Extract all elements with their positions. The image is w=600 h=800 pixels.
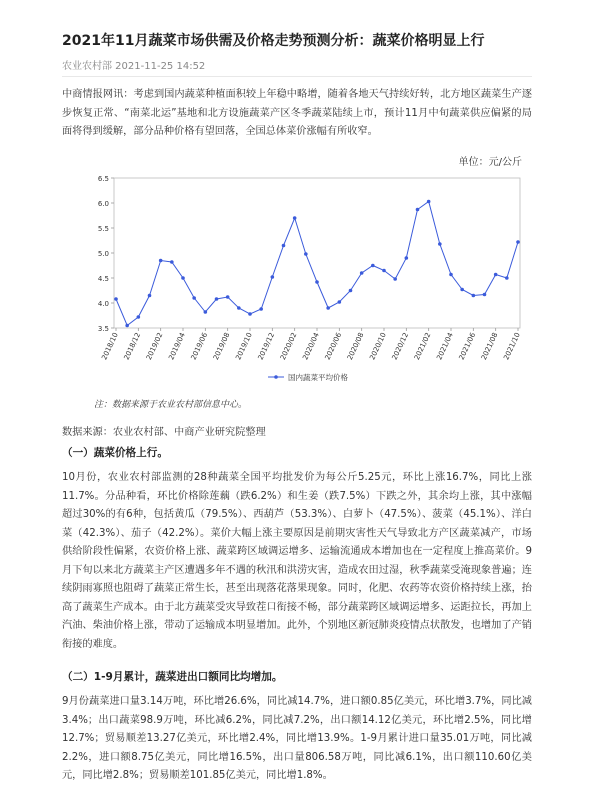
x-tick-label: 2018/10 bbox=[100, 331, 120, 362]
x-tick-label: 2020/10 bbox=[368, 331, 388, 362]
x-tick-label: 2021/04 bbox=[435, 331, 455, 362]
x-tick-label: 2021/08 bbox=[479, 331, 500, 362]
data-source: 数据来源：农业农村部、中商产业研究院整理 bbox=[62, 427, 266, 438]
data-point bbox=[427, 200, 431, 204]
data-point bbox=[505, 276, 509, 280]
data-point bbox=[248, 312, 252, 316]
data-point bbox=[282, 244, 286, 248]
data-point bbox=[438, 242, 442, 246]
article-title: 2021年11月蔬菜市场供需及价格走势预测分析：蔬菜价格明显上行 bbox=[62, 33, 485, 49]
y-tick-label: 5.5 bbox=[97, 225, 109, 233]
x-tick-label: 2020/08 bbox=[345, 331, 366, 362]
data-point bbox=[338, 300, 342, 304]
x-tick-label: 2019/02 bbox=[144, 331, 165, 362]
y-tick-label: 5.0 bbox=[97, 250, 109, 258]
data-point bbox=[148, 294, 152, 298]
chart-note: 注：数据来源于农业农村部信息中心。 bbox=[94, 400, 248, 410]
section1-body: 10月份，农业农村部监测的28种蔬菜全国平均批发价为每公斤5.25元，环比上涨16.7%，同比上涨11.7%。分品种看，环比价格除莲藕（跌6.2%）和生姜（跌7.5%）下跌之外，其余均上涨，其中涨幅超过30%的有6种，包括黄瓜（79.5%）、西葫芦（53.3%）、白萝卜（47.5%）、菠菜（45.1%）、洋白菜（42.3%）、茄子（42.2%）。菜价大幅上涨主要原因是前期灾害性天气导致北方产区蔬菜减产，市场供给阶段性偏紧，农资价格上涨、蔬菜跨区域调运增多、运输流通成本增加也在一定程度上推高菜价。9月下旬以来北方蔬菜主产区遭遇多年不遇的秋汛和洪涝灾害，造成农田过湿，秋季蔬菜受淹现象普遍；连续阴雨寡照也阻碍了蔬菜正常生长，甚至出现落花落果现象。同时，化肥、农药等农资价格持续上涨，抬高了蔬菜生产成本。由于北方蔬菜受灾导致茬口衔接不畅，部分蔬菜跨区域调运增多、运距拉长，再加上汽油、柴油价格上涨，带动了运输成本明显增加。此外，个别地区新冠肺炎疫情点状散发，也增加了产销衔接的难度。 bbox=[62, 472, 532, 650]
data-point bbox=[170, 260, 174, 264]
data-point bbox=[137, 315, 141, 319]
series-line bbox=[116, 202, 518, 326]
legend-label: 国内蔬菜平均价格 bbox=[288, 373, 348, 382]
x-tick-label: 2019/10 bbox=[234, 331, 254, 362]
x-tick-label: 2021/02 bbox=[412, 331, 433, 362]
data-point bbox=[349, 289, 353, 293]
data-point bbox=[192, 296, 196, 300]
data-point bbox=[360, 271, 364, 275]
data-point bbox=[326, 306, 330, 310]
data-point bbox=[204, 310, 208, 314]
data-point bbox=[460, 288, 464, 292]
data-point bbox=[125, 324, 129, 328]
data-point bbox=[382, 269, 386, 273]
data-point bbox=[271, 275, 275, 279]
data-point bbox=[405, 256, 409, 260]
data-point bbox=[494, 273, 498, 277]
header-divider bbox=[62, 76, 532, 77]
data-point bbox=[371, 264, 375, 268]
x-tick-label: 2019/12 bbox=[256, 331, 277, 362]
x-tick-label: 2020/02 bbox=[278, 331, 299, 362]
y-tick-label: 6.5 bbox=[97, 175, 109, 183]
x-tick-label: 2021/10 bbox=[502, 331, 522, 362]
x-tick-label: 2020/06 bbox=[323, 331, 344, 362]
data-point bbox=[114, 297, 118, 301]
x-tick-label: 2019/04 bbox=[167, 331, 187, 362]
data-point bbox=[237, 306, 241, 310]
data-point bbox=[516, 240, 520, 244]
legend-marker bbox=[274, 375, 278, 379]
data-point bbox=[293, 216, 297, 220]
x-tick-label: 2020/12 bbox=[390, 331, 411, 362]
section1-heading: （一）蔬菜价格上行。 bbox=[62, 447, 168, 459]
data-point bbox=[159, 259, 163, 263]
intro-paragraph: 中商情报网讯：考虑到国内蔬菜种植面积较上年稳中略增，随着各地天气持续好转，北方地区蔬菜生产逐步恢复正常、“南菜北运”基地和北方设施蔬菜产区冬季蔬菜陆续上市，预计11月中旬蔬菜供应偏紧的局面将得到缓解，部分品种价格有望回落，全国总体菜价涨幅有所收窄。 bbox=[62, 89, 532, 137]
chart-unit-label: 单位：元/公斤 bbox=[458, 157, 522, 168]
plot-area bbox=[114, 178, 520, 328]
section2-heading: （二）1-9月累计，蔬菜进出口额同比均增加。 bbox=[62, 671, 283, 683]
x-tick-label: 2021/06 bbox=[457, 331, 478, 362]
x-tick-label: 2018/12 bbox=[122, 331, 143, 362]
data-point bbox=[226, 295, 230, 299]
x-tick-label: 2019/06 bbox=[189, 331, 210, 362]
section2-body: 9月份蔬菜进口量3.14万吨，环比增26.6%，同比减14.7%，进口额0.85亿美元，环比增3.7%，同比减3.4%；出口蔬菜98.9万吨，环比减6.2%，同比减7.2%，出口额14.12亿美元，环比增2.5%，同比增12.7%；贸易顺差13.27亿美元，环比增2.4%，同比增13.9%。1-9月累计进口量35.01万吨，同比减2.2%，进口额8.75亿美元，同比增16.5%，出口量806.58万吨，同比减6.1%，出口额110.60亿美元，同比增2.8%；贸易顺差101.85亿美元，同比增1.8%。 bbox=[62, 696, 532, 781]
data-point bbox=[181, 276, 185, 280]
x-tick-label: 2020/04 bbox=[301, 331, 321, 362]
y-tick-label: 3.5 bbox=[97, 325, 109, 333]
data-point bbox=[416, 208, 420, 212]
x-tick-label: 2019/08 bbox=[211, 331, 232, 362]
data-point bbox=[393, 277, 397, 281]
y-tick-label: 6.0 bbox=[97, 200, 109, 208]
y-tick-label: 4.0 bbox=[97, 300, 109, 308]
data-point bbox=[259, 307, 263, 311]
price-line-chart bbox=[92, 170, 552, 385]
data-point bbox=[472, 294, 476, 298]
data-point bbox=[215, 297, 219, 301]
data-point bbox=[315, 280, 319, 284]
article-meta: 农业农村部 2021-11-25 14:52 bbox=[62, 61, 206, 72]
data-point bbox=[304, 252, 308, 256]
data-point bbox=[483, 293, 487, 297]
data-point bbox=[449, 273, 453, 277]
y-tick-label: 4.5 bbox=[97, 275, 109, 283]
